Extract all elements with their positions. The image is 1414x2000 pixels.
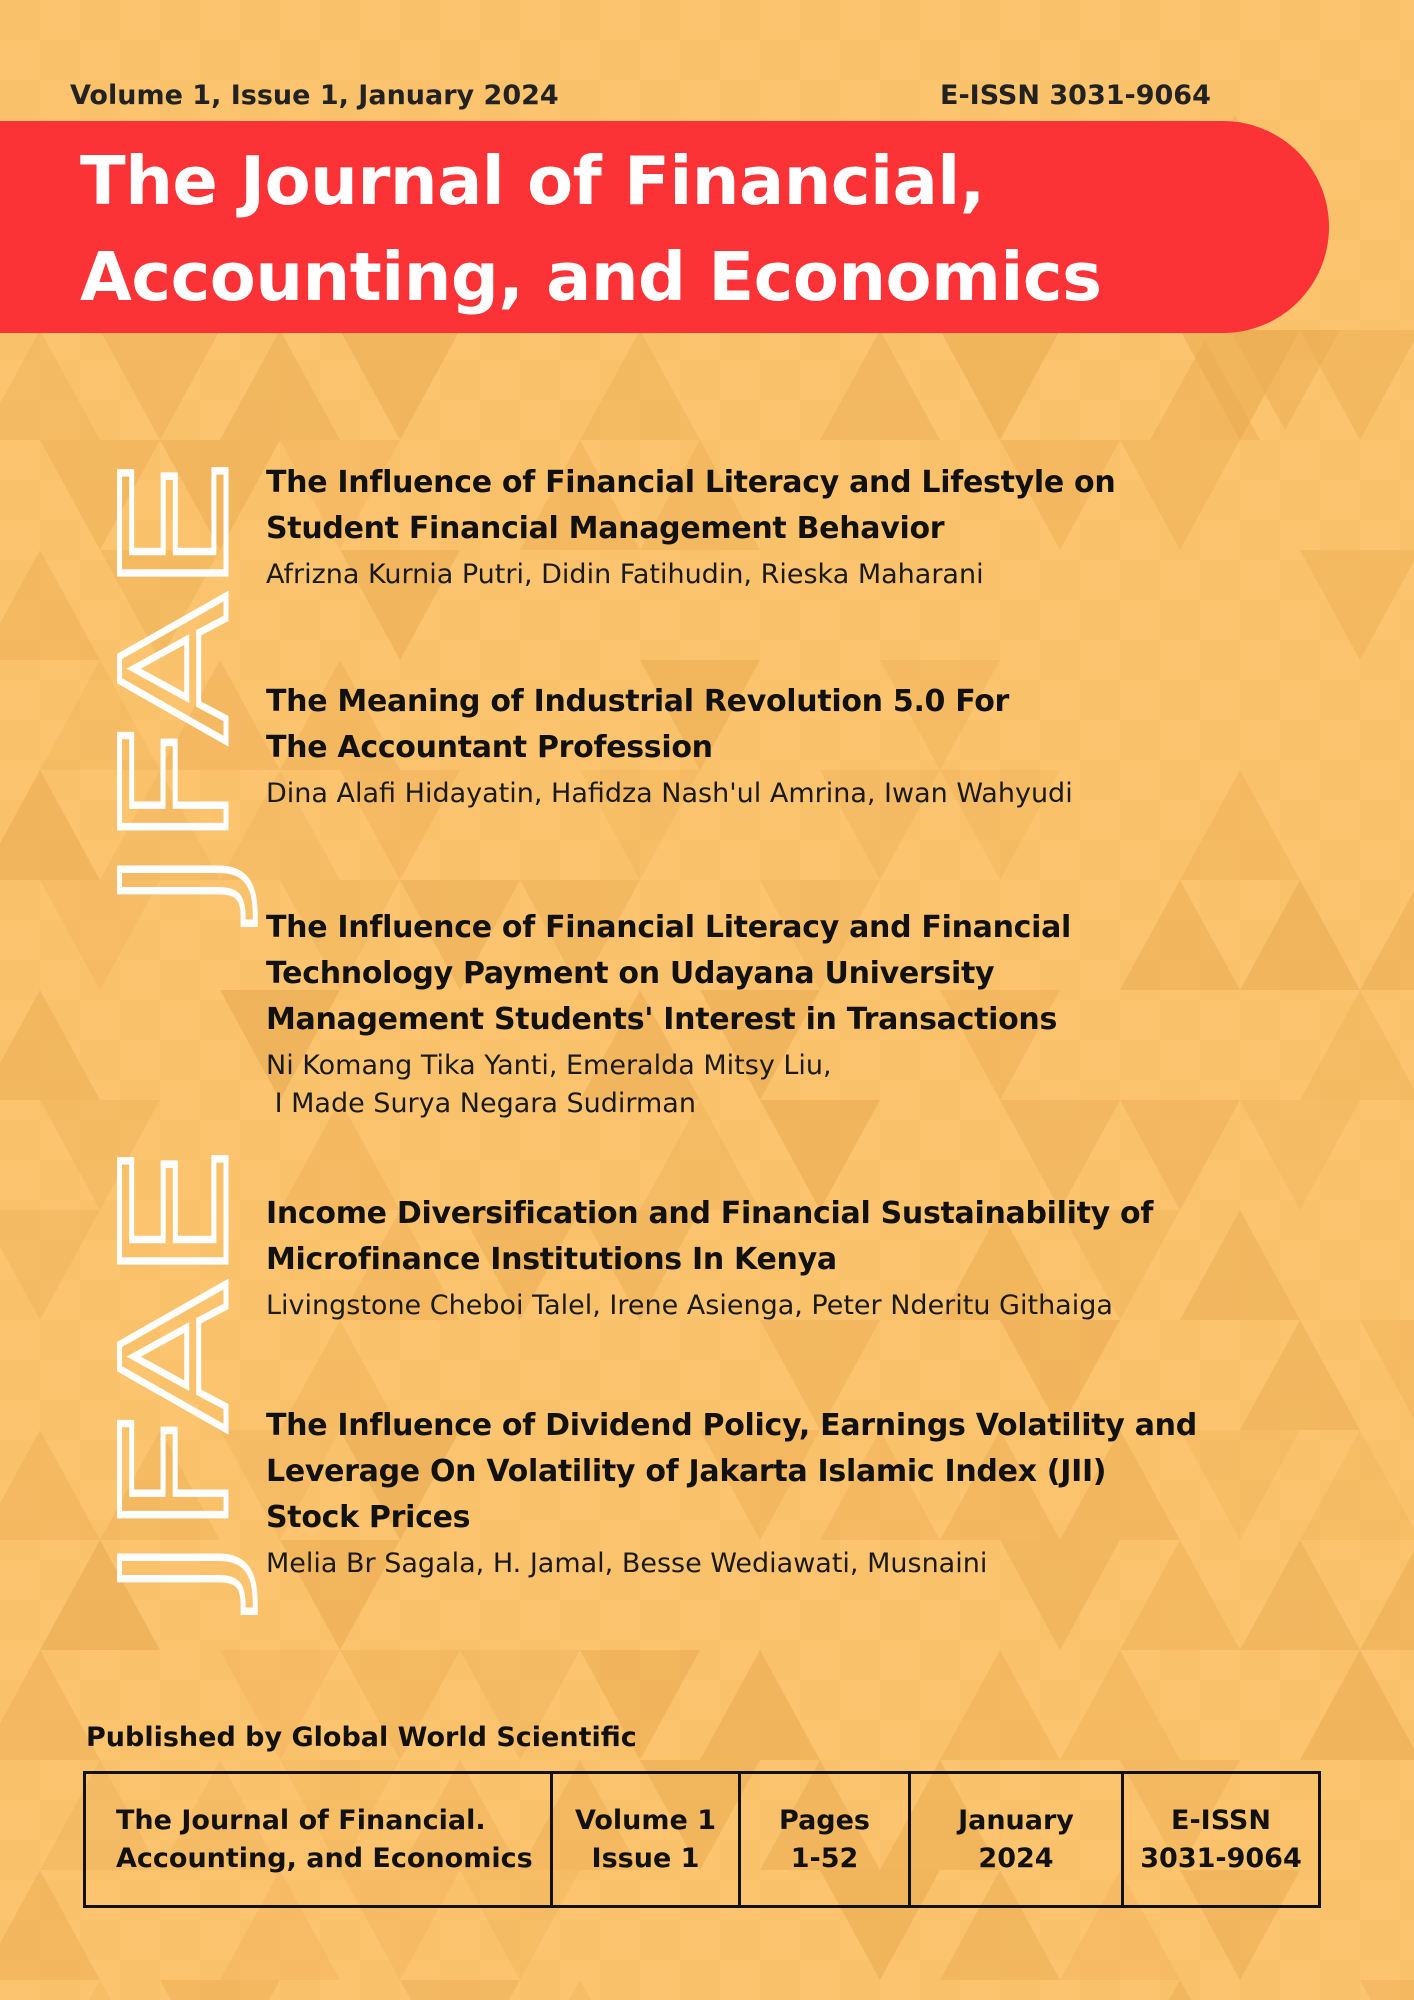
issue-info-table [83, 1771, 1321, 1908]
article-authors: Ni Komang Tika Yanti, Emeralda Mitsy Liu, I Made Surya Negara Sudirman [266, 1050, 832, 1119]
article-title: Income Diversification and Financial Sustainability of Microfinance Institutions In Kenya [266, 1196, 1154, 1277]
article-authors: Melia Br Sagala, H. Jamal, Besse Wediawati, Musnaini [266, 1548, 988, 1579]
jfae-logo-bottom: JFAE [91, 1294, 261, 1600]
article-authors: Dina Alafi Hidayatin, Hafidza Nash'ul Amrina, Iwan Wahyudi [266, 778, 1073, 809]
title-banner [0, 121, 1329, 333]
jfae-logo-top: JFAE [91, 606, 261, 912]
issue-line: Volume 1, Issue 1, January 2024 [70, 80, 559, 111]
issn-line: E-ISSN 3031-9064 [940, 80, 1211, 111]
article-4 [266, 1191, 1266, 1325]
article-authors: Livingstone Cheboi Talel, Irene Asienga, Peter Nderitu Githaiga [266, 1290, 1113, 1321]
article-1 [266, 460, 1266, 594]
article-title: The Meaning of Industrial Revolution 5.0 For The Accountant Profession [266, 684, 1010, 765]
publisher-line: Published by Global World Scientific [86, 1722, 637, 1753]
journal-title: The Journal of Financial, Accounting, and Economics [80, 142, 1102, 316]
article-title: The Influence of Financial Literacy and Financial Technology Payment on Udayana University Management Students' Interest in Transactions [266, 910, 1072, 1037]
cell-journal: The Journal of Financial. Accounting, and Economics [86, 1774, 553, 1905]
article-3 [266, 905, 1266, 1123]
article-5 [266, 1403, 1266, 1583]
cell-pages: Pages 1-52 [741, 1774, 911, 1905]
article-title: The Influence of Financial Literacy and Lifestyle on Student Financial Management Behavior [266, 465, 1116, 546]
jfae-side-logo [84, 452, 261, 1602]
cell-date: January 2024 [911, 1774, 1124, 1905]
article-2 [266, 679, 1266, 813]
cell-issn: E-ISSN 3031-9064 [1140, 1804, 1302, 1874]
article-authors: Afrizna Kurnia Putri, Didin Fatihudin, Rieska Maharani [266, 559, 984, 590]
cell-volume: Volume 1 Issue 1 [553, 1774, 741, 1905]
article-title: The Influence of Dividend Policy, Earnings Volatility and Leverage On Volatility of Jakarta Islamic Index (JII) Stock Prices [266, 1408, 1197, 1535]
